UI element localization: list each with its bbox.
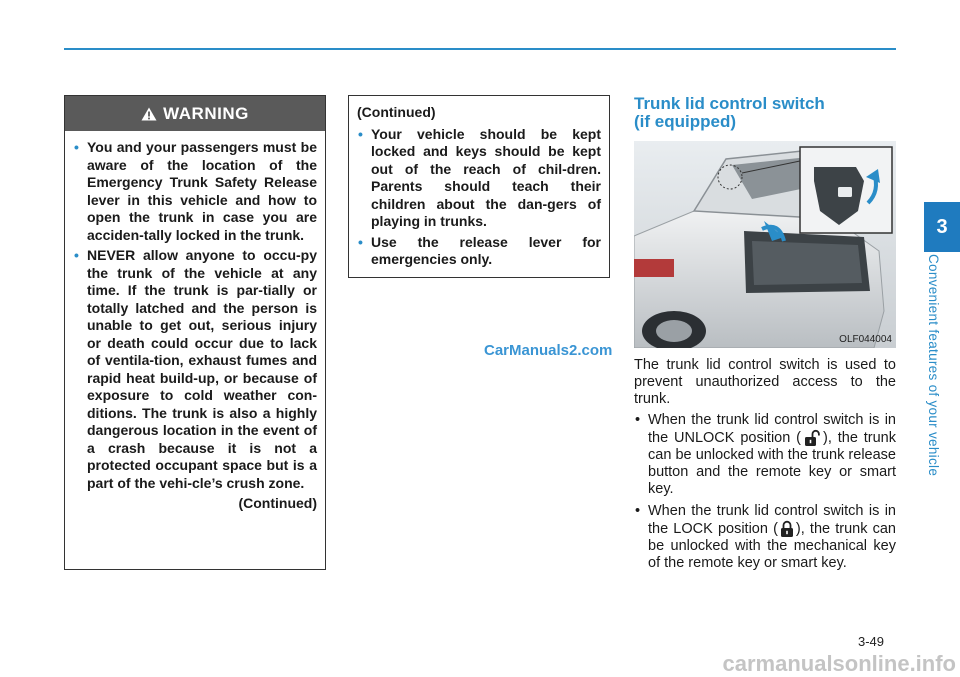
warning-triangle-icon [141,107,157,121]
chapter-tab: 3 [924,202,960,252]
bullet-dot-icon: • [635,412,641,428]
image-code: OLF044004 [839,334,892,345]
continued-title: (Continued) [357,104,436,120]
warning-item: • Your vehicle should be kept locked and keys should be kept out of the reach of chil-dren. Parents should teach their children about the dan-gers of playing in trunks. [358,125,601,229]
header-rule [64,48,896,50]
warning-heading: WARNING [163,103,249,123]
warning-item: • You and your passengers must be aware of the location of the Emergency Trunk Safety Release lever in this vehicle and how to open the trunk in case you are acciden-tally locked in the trunk. [74,139,317,243]
bullet-dot-icon: • [74,247,79,263]
section-body [634,357,896,577]
intro-paragraph: The trunk lid control switch is used to prevent unauthorized access to the trunk. [634,357,896,407]
watermark: CarManuals2.com [484,342,613,359]
bullet-dot-icon: • [358,125,363,142]
open-trunk-car-image [634,141,896,348]
continued-label: (Continued) [238,495,317,511]
chapter-title: Convenient features of your vehicle [926,254,941,477]
trunk-illustration [634,141,896,348]
warning-item: • NEVER allow anyone to occu-py the trunk of the vehicle at any time. If the trunk is par-tially or totally latched and the person is unable to get out, serious injury or death could occur due to lack of ventila-tion, exhaust fumes and rapid heat build-up, or because of exposure to cold weather con-ditions. The trunk is also a highly dangerous location in the event of a crash because it is not a protected occupant space but is a part of the vehi-cle’s crush zone. [74,247,317,491]
bullet-dot-icon: • [635,503,641,519]
bullet-dot-icon: • [358,233,363,250]
footer-watermark: carmanualsonline.info [722,651,956,676]
unlock-icon [803,429,821,447]
lock-icon [780,520,794,538]
warning-box [64,95,326,570]
unlock-bullet: • When the trunk lid control switch is in the UNLOCK position ( ), the trunk can be unlocked with the trunk release button and the remote key or smart key. [635,412,896,497]
page-number: 3-49 [858,634,885,649]
bullet-dot-icon: • [74,139,79,155]
lock-bullet: • When the trunk lid control switch is in the LOCK position ( ), the trunk can be unlocked with the mechanical key of the remote key or smart key. [635,503,896,571]
warning-header [65,96,325,131]
section-title: Trunk lid control switch (if equipped) [634,94,825,131]
continued-warning-box [348,95,610,278]
warning-item: • Use the release lever for emergencies only. [358,233,601,267]
